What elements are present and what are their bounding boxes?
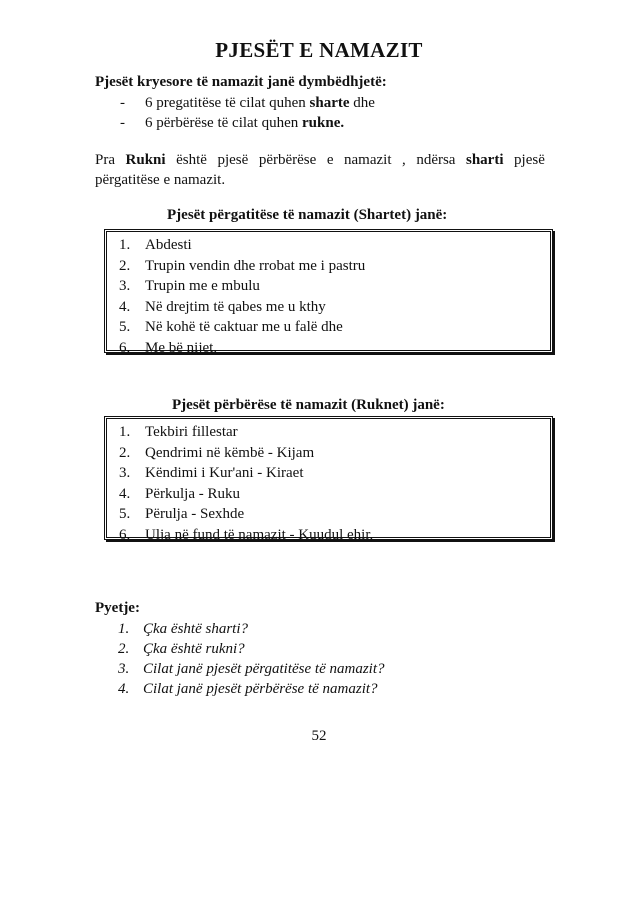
paragraph-word: e: [326, 152, 334, 168]
page-number: 52: [311, 728, 327, 744]
list-item: [107, 235, 550, 256]
list-item: [107, 525, 550, 546]
item-text: Përkulja - Ruku: [145, 485, 240, 502]
item-number: 1.: [119, 424, 131, 440]
paragraph-word: ,: [402, 152, 406, 168]
item-text: Tekbiri fillestar: [145, 424, 238, 440]
item-text: Trupin me e mbulu: [145, 278, 260, 294]
list-item: [107, 463, 550, 484]
list-item: [107, 338, 550, 359]
item-text: Në kohë të caktuar me u falë dhe: [145, 319, 343, 335]
item-number: 2.: [119, 257, 131, 274]
list-item: [107, 297, 550, 318]
ruknet-box: [104, 416, 553, 543]
intro-item-bold: rukne.: [302, 115, 345, 131]
paragraph-word: pjesë: [514, 152, 545, 168]
paragraph-word: ndërsa: [416, 152, 456, 168]
paragraph-line-2: përgatitëse e namazit.: [95, 172, 226, 188]
question-text: Cilat janë pjesët përgatitëse të namazit?: [143, 661, 385, 677]
item-text: Me bë nijet.: [145, 339, 218, 356]
question-number: 4.: [118, 681, 130, 697]
question-number: 1.: [118, 621, 130, 637]
item-number: 3.: [119, 465, 131, 481]
item-text: Qendrimi në këmbë - Kijam: [145, 444, 315, 461]
item-number: 2.: [119, 444, 131, 461]
paragraph-word: është: [176, 152, 207, 168]
question-text: Çka është rukni?: [143, 641, 245, 657]
paragraph-word-sharti: sharti: [466, 152, 504, 168]
list-item: [107, 276, 550, 297]
item-text: Përulja - Sexhde: [145, 506, 245, 522]
question-text: Cilat janë pjesët përbërëse të namazit?: [143, 681, 378, 697]
dash-bullet: -: [120, 95, 125, 111]
intro-item-text: 6 pregatitëse të cilat quhen: [145, 95, 310, 111]
list-item: [107, 422, 550, 443]
item-number: 4.: [119, 298, 131, 315]
list-item: [107, 484, 550, 505]
item-text: Këndimi i Kur'ani - Kiraet: [145, 465, 304, 481]
item-number: 4.: [119, 485, 131, 502]
paragraph-word: përbërëse: [258, 152, 317, 168]
ruknet-list: [107, 419, 550, 545]
question-text: Çka është sharti?: [143, 621, 248, 637]
intro-item-text: 6 përbërëse të cilat quhen: [145, 115, 303, 131]
paragraph-word-rukni: Rukni: [125, 152, 166, 168]
item-text: Abdesti: [145, 237, 192, 253]
questions-label: Pyetje:: [95, 600, 140, 616]
item-number: 1.: [119, 237, 131, 253]
shartet-heading: Pjesët përgatitëse të namazit (Shartet) janë:: [167, 207, 448, 223]
shartet-list: [107, 232, 550, 358]
ruknet-heading: Pjesët përbërëse të namazit (Ruknet) janë:: [172, 397, 445, 413]
intro-item-text-after: dhe: [349, 95, 375, 111]
item-number: 3.: [119, 278, 131, 294]
list-item: [107, 443, 550, 464]
list-item: [107, 256, 550, 277]
item-text: Trupin vendin dhe rrobat me i pastru: [145, 257, 366, 274]
paragraph-word: namazit: [344, 152, 392, 168]
question-number: 2.: [118, 641, 130, 657]
dash-bullet: -: [120, 115, 125, 131]
item-text: Në drejtim të qabes me u kthy: [145, 298, 326, 315]
item-number: 5.: [119, 319, 131, 335]
item-text: Ulja në fund të namazit - Kuudul ehir.: [145, 526, 374, 543]
page-title: PJESËT E NAMAZIT: [215, 38, 423, 62]
paragraph-word: pjesë: [217, 152, 249, 168]
item-number: 6.: [119, 526, 131, 543]
intro-heading: Pjesët kryesore të namazit janë dymbëdhjetë:: [95, 74, 387, 90]
intro-item-bold: sharte: [309, 95, 350, 111]
explanation-paragraph: [95, 150, 545, 190]
item-number: 6.: [119, 339, 131, 356]
question-number: 3.: [118, 661, 130, 677]
paragraph-word: Pra: [95, 152, 115, 168]
item-number: 5.: [119, 506, 131, 522]
shartet-box: [104, 229, 553, 356]
paragraph-line-1: [95, 150, 545, 170]
list-item: [107, 504, 550, 525]
list-item: [107, 317, 550, 338]
